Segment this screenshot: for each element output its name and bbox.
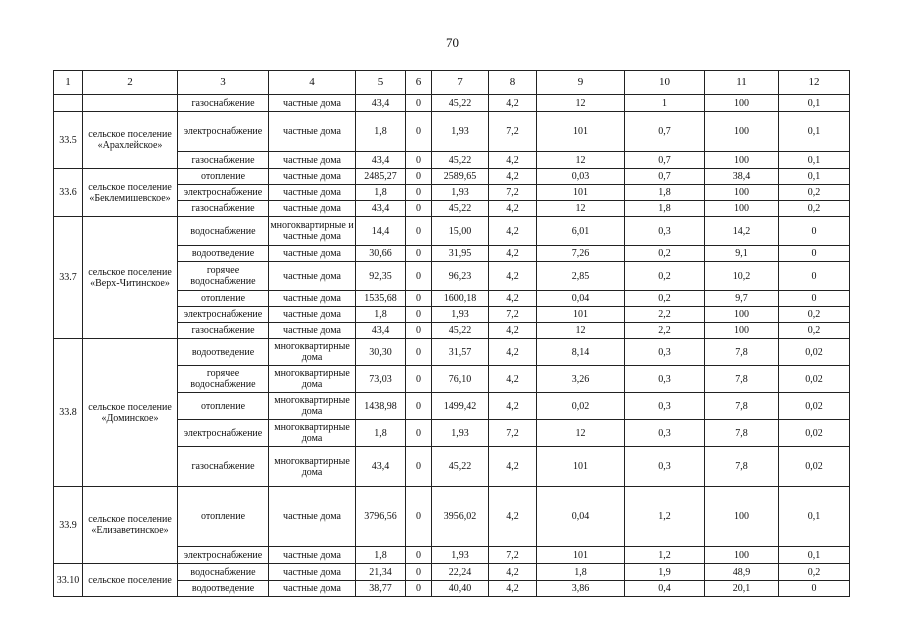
value-cell: 1,9 — [625, 564, 705, 581]
value-cell: 1,93 — [432, 420, 489, 447]
value-cell: 7,8 — [705, 339, 779, 366]
housing-type: многоквартирные дома — [269, 339, 356, 366]
value-cell: 38,4 — [705, 169, 779, 185]
value-cell: 100 — [705, 95, 779, 112]
value-cell: 14,2 — [705, 217, 779, 246]
row-id: 33.7 — [54, 217, 83, 339]
value-cell: 0,1 — [779, 547, 850, 564]
value-cell: 1,8 — [356, 547, 406, 564]
utility-type: отопление — [178, 291, 269, 307]
value-cell: 0 — [406, 581, 432, 597]
value-cell: 0,02 — [779, 366, 850, 393]
value-cell: 0 — [779, 291, 850, 307]
value-cell: 100 — [705, 201, 779, 217]
value-cell: 0,3 — [625, 217, 705, 246]
value-cell: 0,3 — [625, 420, 705, 447]
value-cell: 45,22 — [432, 152, 489, 169]
value-cell: 6,01 — [537, 217, 625, 246]
value-cell: 43,4 — [356, 201, 406, 217]
value-cell: 0,3 — [625, 366, 705, 393]
housing-type: частные дома — [269, 547, 356, 564]
value-cell: 0 — [406, 169, 432, 185]
value-cell: 0,2 — [625, 262, 705, 291]
value-cell: 76,10 — [432, 366, 489, 393]
value-cell: 0,02 — [779, 339, 850, 366]
housing-type: частные дома — [269, 246, 356, 262]
value-cell: 30,66 — [356, 246, 406, 262]
value-cell: 0 — [406, 339, 432, 366]
value-cell: 0,1 — [779, 95, 850, 112]
value-cell: 1,93 — [432, 185, 489, 201]
value-cell: 7,2 — [489, 547, 537, 564]
value-cell: 20,1 — [705, 581, 779, 597]
value-cell: 4,2 — [489, 169, 537, 185]
utility-type: водоотведение — [178, 246, 269, 262]
housing-type: частные дома — [269, 262, 356, 291]
value-cell: 7,2 — [489, 185, 537, 201]
housing-type: частные дома — [269, 201, 356, 217]
value-cell: 4,2 — [489, 323, 537, 339]
column-header: 8 — [489, 71, 537, 95]
value-cell: 101 — [537, 185, 625, 201]
value-cell: 1,8 — [625, 185, 705, 201]
value-cell: 10,2 — [705, 262, 779, 291]
column-header: 7 — [432, 71, 489, 95]
column-header: 4 — [269, 71, 356, 95]
value-cell: 0,2 — [625, 246, 705, 262]
value-cell: 100 — [705, 323, 779, 339]
settlement-name: сельское поселение «Доминское» — [83, 339, 178, 487]
table-row — [54, 112, 850, 152]
utility-type: электроснабжение — [178, 307, 269, 323]
value-cell: 100 — [705, 307, 779, 323]
value-cell: 12 — [537, 323, 625, 339]
value-cell: 4,2 — [489, 339, 537, 366]
row-id: 33.9 — [54, 487, 83, 564]
value-cell: 4,2 — [489, 95, 537, 112]
housing-type: частные дома — [269, 487, 356, 547]
value-cell: 1,2 — [625, 487, 705, 547]
value-cell: 7,26 — [537, 246, 625, 262]
utility-type: горячее водоснабжение — [178, 262, 269, 291]
column-header: 9 — [537, 71, 625, 95]
value-cell: 12 — [537, 420, 625, 447]
value-cell: 0,7 — [625, 169, 705, 185]
value-cell: 0,7 — [625, 152, 705, 169]
utility-type: водоснабжение — [178, 217, 269, 246]
value-cell: 22,24 — [432, 564, 489, 581]
value-cell: 4,2 — [489, 366, 537, 393]
value-cell: 2,2 — [625, 323, 705, 339]
value-cell: 0 — [406, 262, 432, 291]
utility-type: отопление — [178, 487, 269, 547]
value-cell: 0,03 — [537, 169, 625, 185]
column-header: 11 — [705, 71, 779, 95]
housing-type: частные дома — [269, 323, 356, 339]
value-cell: 0,2 — [779, 307, 850, 323]
housing-type: многоквартирные дома — [269, 420, 356, 447]
value-cell: 0 — [779, 217, 850, 246]
row-id: 33.5 — [54, 112, 83, 169]
column-header: 12 — [779, 71, 850, 95]
value-cell: 8,14 — [537, 339, 625, 366]
value-cell: 3,26 — [537, 366, 625, 393]
value-cell: 9,1 — [705, 246, 779, 262]
value-cell: 43,4 — [356, 152, 406, 169]
value-cell: 31,57 — [432, 339, 489, 366]
housing-type: многоквартирные дома — [269, 447, 356, 487]
utility-type: электроснабжение — [178, 547, 269, 564]
settlement-name: сельское поселение «Арахлейское» — [83, 112, 178, 169]
housing-type: многоквартирные и частные дома — [269, 217, 356, 246]
value-cell: 43,4 — [356, 447, 406, 487]
table-row — [54, 217, 850, 246]
value-cell: 100 — [705, 547, 779, 564]
value-cell: 0 — [406, 307, 432, 323]
value-cell: 2,2 — [625, 307, 705, 323]
value-cell: 0 — [779, 262, 850, 291]
column-header: 1 — [54, 71, 83, 95]
utility-type: водоотведение — [178, 339, 269, 366]
value-cell: 7,2 — [489, 307, 537, 323]
value-cell: 1600,18 — [432, 291, 489, 307]
housing-type: частные дома — [269, 152, 356, 169]
value-cell: 21,34 — [356, 564, 406, 581]
utility-type: электроснабжение — [178, 185, 269, 201]
value-cell: 12 — [537, 152, 625, 169]
value-cell: 45,22 — [432, 95, 489, 112]
table-row — [54, 487, 850, 547]
utility-type: газоснабжение — [178, 323, 269, 339]
column-header: 2 — [83, 71, 178, 95]
value-cell: 92,35 — [356, 262, 406, 291]
row-id: 33.10 — [54, 564, 83, 597]
value-cell: 0 — [406, 564, 432, 581]
value-cell: 0 — [406, 547, 432, 564]
value-cell: 3956,02 — [432, 487, 489, 547]
value-cell: 0,3 — [625, 339, 705, 366]
value-cell: 3,86 — [537, 581, 625, 597]
value-cell: 0 — [406, 393, 432, 420]
housing-type: частные дома — [269, 95, 356, 112]
value-cell: 101 — [537, 547, 625, 564]
value-cell: 2485,27 — [356, 169, 406, 185]
value-cell: 0,2 — [779, 185, 850, 201]
utility-type: водоотведение — [178, 581, 269, 597]
value-cell: 100 — [705, 112, 779, 152]
column-header: 6 — [406, 71, 432, 95]
settlement-name — [83, 95, 178, 112]
value-cell: 101 — [537, 112, 625, 152]
value-cell: 7,2 — [489, 112, 537, 152]
value-cell: 4,2 — [489, 152, 537, 169]
column-header: 10 — [625, 71, 705, 95]
housing-type: частные дома — [269, 291, 356, 307]
value-cell: 4,2 — [489, 262, 537, 291]
value-cell: 12 — [537, 95, 625, 112]
settlement-name: сельское поселение — [83, 564, 178, 597]
value-cell: 2,85 — [537, 262, 625, 291]
value-cell: 0,3 — [625, 393, 705, 420]
value-cell: 0,02 — [779, 393, 850, 420]
value-cell: 1,93 — [432, 307, 489, 323]
value-cell: 100 — [705, 152, 779, 169]
value-cell: 0 — [406, 246, 432, 262]
housing-type: частные дома — [269, 185, 356, 201]
settlement-name: сельское поселение «Елизаветинское» — [83, 487, 178, 564]
value-cell: 1 — [625, 95, 705, 112]
value-cell: 96,23 — [432, 262, 489, 291]
value-cell: 0 — [406, 185, 432, 201]
table-row — [54, 564, 850, 581]
value-cell: 0 — [406, 95, 432, 112]
value-cell: 1,8 — [356, 307, 406, 323]
value-cell: 43,4 — [356, 323, 406, 339]
value-cell: 0,7 — [625, 112, 705, 152]
value-cell: 1,93 — [432, 547, 489, 564]
value-cell: 101 — [537, 447, 625, 487]
value-cell: 4,2 — [489, 217, 537, 246]
value-cell: 9,7 — [705, 291, 779, 307]
value-cell: 4,2 — [489, 393, 537, 420]
utility-type: отопление — [178, 393, 269, 420]
housing-type: частные дома — [269, 169, 356, 185]
value-cell: 0,02 — [537, 393, 625, 420]
utility-type: горячее водоснабжение — [178, 366, 269, 393]
value-cell: 0,02 — [779, 447, 850, 487]
value-cell: 15,00 — [432, 217, 489, 246]
utility-type: водоснабжение — [178, 564, 269, 581]
utility-type: газоснабжение — [178, 95, 269, 112]
column-header: 3 — [178, 71, 269, 95]
value-cell: 4,2 — [489, 564, 537, 581]
value-cell: 38,77 — [356, 581, 406, 597]
value-cell: 0 — [406, 366, 432, 393]
value-cell: 0,04 — [537, 487, 625, 547]
value-cell: 14,4 — [356, 217, 406, 246]
utility-type: отопление — [178, 169, 269, 185]
table-row — [54, 169, 850, 185]
table-row — [54, 339, 850, 366]
value-cell: 0,1 — [779, 169, 850, 185]
value-cell: 4,2 — [489, 487, 537, 547]
settlement-name: сельское поселение «Верх-Читинское» — [83, 217, 178, 339]
value-cell: 1,93 — [432, 112, 489, 152]
table-row — [54, 95, 850, 112]
value-cell: 1438,98 — [356, 393, 406, 420]
value-cell: 0,2 — [779, 564, 850, 581]
value-cell: 1499,42 — [432, 393, 489, 420]
value-cell: 101 — [537, 307, 625, 323]
value-cell: 0 — [406, 201, 432, 217]
housing-type: частные дома — [269, 307, 356, 323]
housing-type: многоквартирные дома — [269, 393, 356, 420]
value-cell: 0 — [406, 152, 432, 169]
value-cell: 0 — [406, 323, 432, 339]
value-cell: 1,8 — [625, 201, 705, 217]
column-header: 5 — [356, 71, 406, 95]
value-cell: 0 — [406, 420, 432, 447]
utility-type: электроснабжение — [178, 112, 269, 152]
value-cell: 0,2 — [779, 201, 850, 217]
value-cell: 0,04 — [537, 291, 625, 307]
tariff-table — [53, 70, 850, 597]
value-cell: 48,9 — [705, 564, 779, 581]
value-cell: 0,3 — [625, 447, 705, 487]
row-id: 33.8 — [54, 339, 83, 487]
value-cell: 4,2 — [489, 581, 537, 597]
value-cell: 2589,65 — [432, 169, 489, 185]
value-cell: 45,22 — [432, 447, 489, 487]
value-cell: 43,4 — [356, 95, 406, 112]
value-cell: 100 — [705, 185, 779, 201]
utility-type: газоснабжение — [178, 152, 269, 169]
value-cell: 0 — [779, 581, 850, 597]
value-cell: 0,4 — [625, 581, 705, 597]
housing-type: частные дома — [269, 112, 356, 152]
value-cell: 45,22 — [432, 201, 489, 217]
value-cell: 0 — [406, 487, 432, 547]
value-cell: 1535,68 — [356, 291, 406, 307]
value-cell: 3796,56 — [356, 487, 406, 547]
value-cell: 0 — [406, 291, 432, 307]
housing-type: многоквартирные дома — [269, 366, 356, 393]
value-cell: 0,2 — [625, 291, 705, 307]
value-cell: 12 — [537, 201, 625, 217]
value-cell: 1,8 — [356, 112, 406, 152]
utility-type: газоснабжение — [178, 201, 269, 217]
header-row — [54, 71, 850, 95]
utility-type: электроснабжение — [178, 420, 269, 447]
value-cell: 0,1 — [779, 152, 850, 169]
value-cell: 4,2 — [489, 246, 537, 262]
value-cell: 4,2 — [489, 447, 537, 487]
value-cell: 7,8 — [705, 366, 779, 393]
value-cell: 1,8 — [537, 564, 625, 581]
value-cell: 4,2 — [489, 201, 537, 217]
value-cell: 7,8 — [705, 420, 779, 447]
value-cell: 30,30 — [356, 339, 406, 366]
row-id: 33.6 — [54, 169, 83, 217]
value-cell: 4,2 — [489, 291, 537, 307]
value-cell: 1,8 — [356, 185, 406, 201]
value-cell: 0,2 — [779, 323, 850, 339]
value-cell: 7,8 — [705, 393, 779, 420]
settlement-name: сельское поселение «Беклемишевское» — [83, 169, 178, 217]
value-cell: 1,2 — [625, 547, 705, 564]
value-cell: 0 — [406, 447, 432, 487]
value-cell: 0 — [406, 112, 432, 152]
value-cell: 7,8 — [705, 447, 779, 487]
housing-type: частные дома — [269, 564, 356, 581]
value-cell: 7,2 — [489, 420, 537, 447]
value-cell: 100 — [705, 487, 779, 547]
utility-type: газоснабжение — [178, 447, 269, 487]
value-cell: 40,40 — [432, 581, 489, 597]
page-number: 70 — [446, 35, 459, 50]
value-cell: 0,02 — [779, 420, 850, 447]
housing-type: частные дома — [269, 581, 356, 597]
value-cell: 0 — [779, 246, 850, 262]
value-cell: 31,95 — [432, 246, 489, 262]
value-cell: 1,8 — [356, 420, 406, 447]
value-cell: 0,1 — [779, 112, 850, 152]
value-cell: 0 — [406, 217, 432, 246]
value-cell: 73,03 — [356, 366, 406, 393]
row-id — [54, 95, 83, 112]
value-cell: 0,1 — [779, 487, 850, 547]
value-cell: 45,22 — [432, 323, 489, 339]
